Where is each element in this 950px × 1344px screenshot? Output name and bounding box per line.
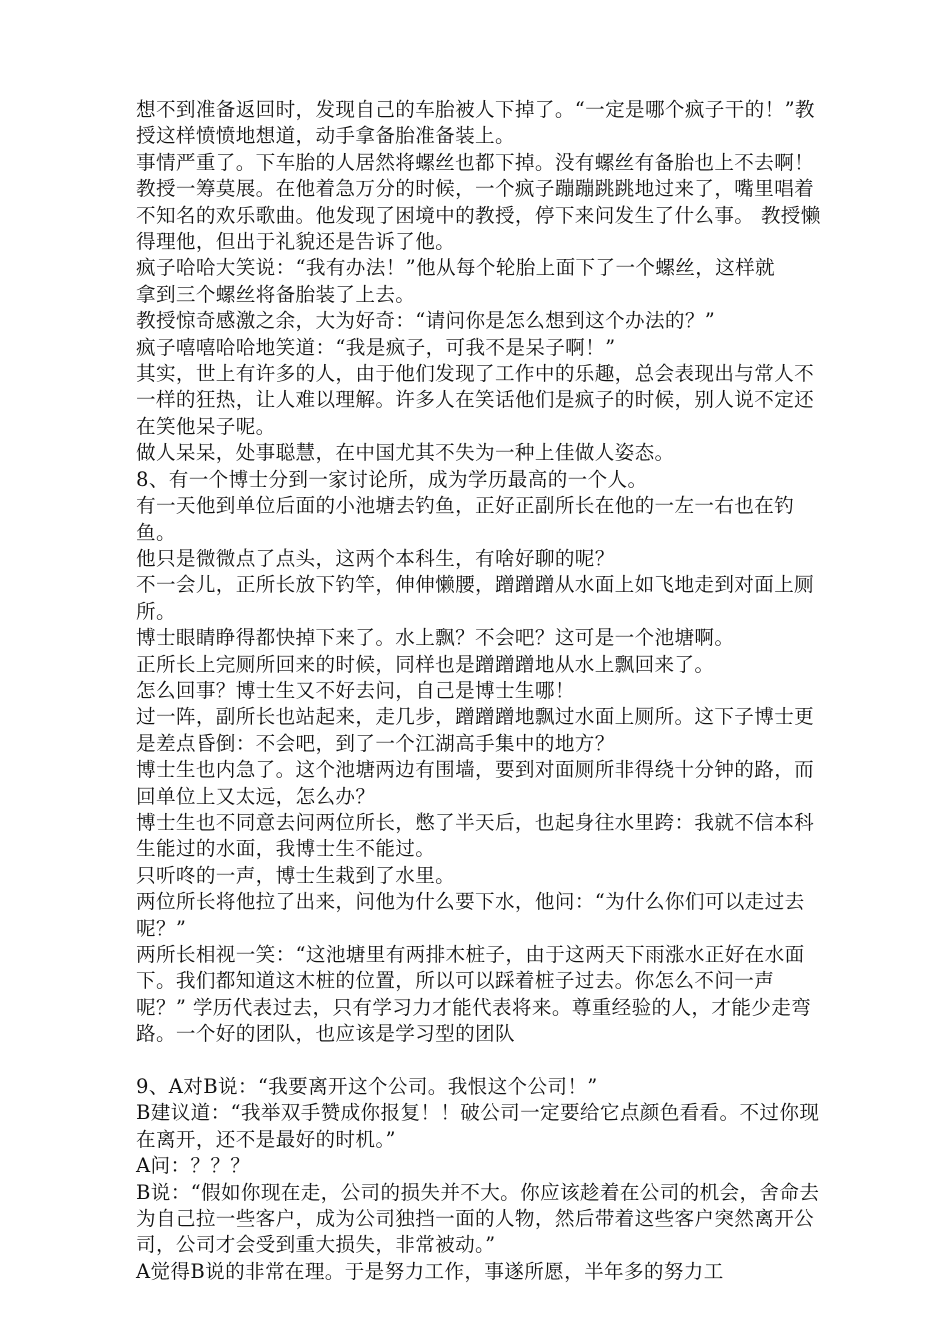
section-heading: 9、A对B说：“我要离开这个公司。我恨这个公司！” [136, 1075, 598, 1099]
section-heading: 8、有一个博士分到一家讨论所，成为学历最高的一个人。 [136, 467, 648, 491]
paragraph: 怎么回事？博士生又不好去问，自己是博士生哪！ [136, 678, 575, 702]
paragraph: 两所长相视一笑：“这池塘里有两排木桩子，由于这两天下雨涨水正好在水面下。我们都知道这木桩的位置，所以可以踩着桩子过去。你怎么不问一声呢？” 学历代表过去，只有学习力才能代表将来。尊重经验的人，才能少走弯路。一个好的团队，也应该是学习型的团队 [136, 943, 812, 1046]
paragraph: 疯子哈哈大笑说：“我有办法！”他从每个轮胎上面下了一个螺丝，这样就 [136, 256, 775, 280]
paragraph: B建议道：“我举双手赞成你报复！！破公司一定要给它点颜色看看。不过你现在离开，还不是最好的时机。” [136, 1101, 820, 1151]
document-page [136, 97, 822, 1285]
paragraph: 其实，世上有许多的人，由于他们发现了工作中的乐趣，总会表现出与常人不一样的狂热，让人难以理解。许多人在笑话他们是疯子的时候，别人说不定还在笑他呆子呢。 [136, 362, 815, 438]
paragraph: 不一会儿，正所长放下钓竿，伸伸懒腰，蹭蹭蹭从水面上如飞地走到对面上厕所。 [136, 573, 815, 623]
paragraph: 想不到准备返回时，发现自己的车胎被人下掉了。“一定是哪个疯子干的！”教授这样愤愤地想道，动手拿备胎准备装上。 [136, 98, 815, 148]
paragraph: 只听咚的一声，博士生栽到了水里。 [136, 863, 456, 887]
paragraph: B说：“假如你现在走，公司的损失并不大。你应该趁着在公司的机会，舍命去为自己拉一些客户，成为公司独挡一面的人物，然后带着这些客户突然离开公司，公司才会受到重大损失，非常被动。” [136, 1180, 820, 1257]
paragraph: 博士眼睛睁得都快掉下来了。水上飘？不会吧？这可是一个池塘啊。 [136, 626, 735, 650]
paragraph: 博士生也不同意去问两位所长，憋了半天后，也起身往水里跨：我就不信本科生能过的水面，我博士生不能过。 [136, 810, 815, 861]
paragraph: 事情严重了。下车胎的人居然将螺丝也都下掉。没有螺丝有备胎也上不去啊！ 教授一筹莫展。在他着急万分的时候，一个疯子蹦蹦跳跳地过来了，嘴里唱着不知名的欢乐歌曲。他发现了困境中的教授，停下来问发生了什么事。 教授懒得理他，但出于礼貌还是告诉了他。 [136, 150, 821, 254]
paragraph: 博士生也内急了。这个池塘两边有围墙，要到对面厕所非得绕十分钟的路，而回单位上又太远，怎么办？ [136, 758, 815, 808]
paragraph: A问：？？？ [136, 1154, 251, 1178]
paragraph: A觉得B说的非常在理。于是努力工作，事遂所愿，半年多的努力工 [136, 1259, 724, 1283]
blank-line [136, 1048, 822, 1074]
paragraph: 两位所长将他拉了出来，问他为什么要下水，他问：“为什么你们可以走过去呢？” [136, 890, 805, 940]
paragraph: 教授惊奇感激之余，大为好奇：“请问你是怎么想到这个办法的？” [136, 309, 716, 333]
paragraph: 有一天他到单位后面的小池塘去钓鱼，正好正副所长在他的一左一右也在钓鱼。 [136, 494, 795, 544]
paragraph: 做人呆呆，处事聪慧，在中国尤其不失为一种上佳做人姿态。 [136, 441, 675, 465]
paragraph: 正所长上完厕所回来的时候，同样也是蹭蹭蹭地从水上飘回来了。 [136, 652, 715, 676]
paragraph: 过一阵，副所长也站起来，走几步，蹭蹭蹭地飘过水面上厕所。这下子博士更是差点昏倒：不会吧，到了一个江湖高手集中的地方？ [136, 705, 815, 755]
paragraph: 拿到三个螺丝将备胎装了上去。 [136, 282, 416, 306]
paragraph: 他只是微微点了点头，这两个本科生，有啥好聊的呢？ [136, 546, 615, 570]
paragraph: 疯子嘻嘻哈哈地笑道：“我是疯子，可我不是呆子啊！” [136, 335, 616, 359]
